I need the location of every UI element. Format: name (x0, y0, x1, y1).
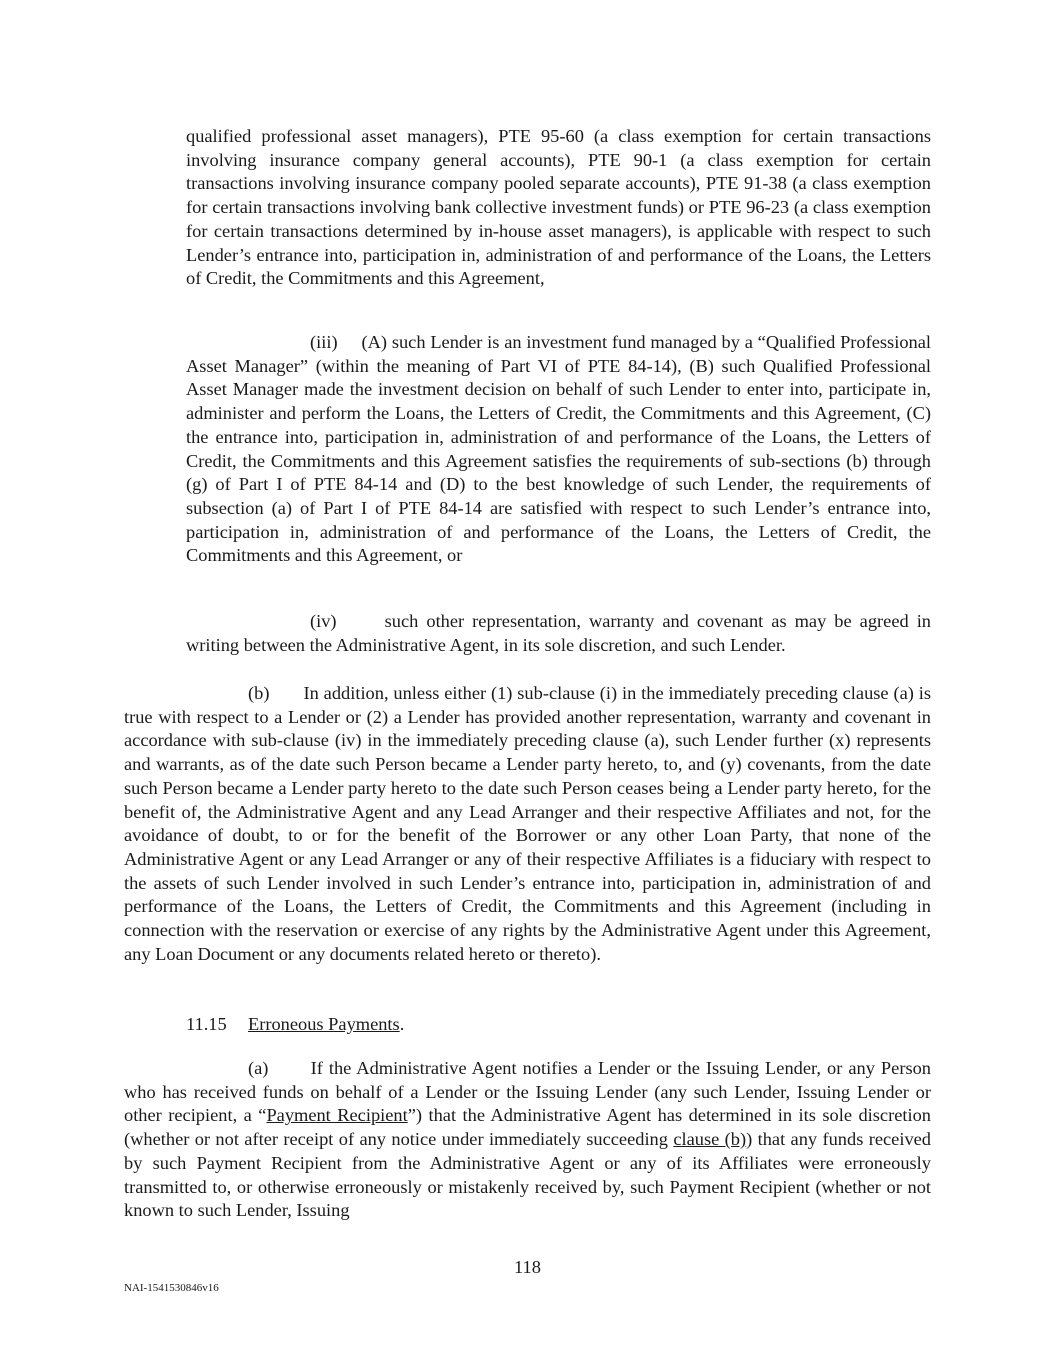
paragraph-clause-b: (b) In addition, unless either (1) sub-clause (i) in the immediately preceding clause (a) is true with respect to a Lender or (2) a Lender has provided another representation, warranty and covenant in accordance with sub-clause (iv) in the immediately preceding clause (a), such Lender further (x) represents and warrants, as of the date such Person became a Lender party hereto, to, and (y) covenants, from the date such Person became a Lender party hereto to the date such Person ceases being a Lender party hereto, for the benefit of, the Administrative Agent and any Lead Arranger and their respective Affiliates and not, for the avoidance of doubt, to or for the benefit of the Borrower or any other Loan Party, that none of the Administrative Agent or any Lead Arranger or any of their respective Affiliates is a fiduciary with respect to the assets of such Lender involved in such Lender’s entrance into, participation in, administration of and performance of the Loans, the Letters of Credit, the Commitments and this Agreement (including in connection with the reservation or exercise of any rights by the Administrative Agent under this Agreement, any Loan Document or any documents related hereto or thereto). (124, 683, 931, 964)
cross-reference-clause-b: clause (b) (673, 1129, 747, 1150)
section-title: Erroneous Payments (248, 1014, 400, 1034)
section-title-punct: . (399, 1014, 405, 1034)
section-number: 11.15 (186, 1014, 227, 1034)
paragraph-continuation: qualified professional asset managers), PTE 95-60 (a class exemption for certain transactions involving insurance company general accounts), PTE 90-1 (a class exemption for certain transactions involving insurance company pooled separate accounts), PTE 91-38 (a class exemption for certain transactions involving bank collective investment funds) or PTE 96-23 (a class exemption for certain transactions determined by in-house asset managers), is applicable with respect to such Lender’s entrance into, participation in, administration of and performance of the Loans, the Letters of Credit, the Commitments and this Agreement, (186, 126, 931, 289)
section-heading (186, 1013, 404, 1037)
paragraph-clause-iii: (iii) (A) such Lender is an investment fund managed by a “Qualified Professional Asset Manager” (within the meaning of Part VI of PTE 84-14), (B) such Qualified Professional Asset Manager made the investment decision on behalf of such Lender to enter into, participate in, administer and perform the Loans, the Letters of Credit, the Commitments and this Agreement, (C) the entrance into, participation in, administration of and performance of the Loans, the Letters of Credit, the Commitments and this Agreement satisfies the requirements of sub-sections (b) through (g) of Part I of PTE 84-14 and (D) to the best knowledge of such Lender, the requirements of subsection (a) of Part I of PTE 84-14 are satisfied with respect to such Lender’s entrance into, participation in, administration of and performance of the Loans, the Letters of Credit, the Commitments and this Agreement, or (186, 332, 931, 566)
text-run: ) that any funds received by such Payment Recipient from the Administrative Agent or any of its Affiliates were erroneously transmitted to, or otherwise erroneously or mistakenly received by, such Payment Recipient (whether or not known to such Lender, Issuing (124, 1129, 932, 1221)
defined-term-payment-recipient: Payment Recipient (266, 1105, 408, 1126)
text-run: (a) If the Administrative Agent notifies a Lender or the Issuing Lender, or any Person who has received funds on behalf of a Lender or the Issuing Lender (any such Lender, Issuing Lender or other recipient, a “ (124, 1058, 931, 1126)
paragraph-clause-iv: (iv) such other representation, warranty and covenant as may be agreed in writing between the Administrative Agent, in its sole discretion, and such Lender. (186, 611, 931, 655)
paragraph-clause-a-erroneous (124, 1057, 931, 1223)
text-run: ”) that the Administrative Agent has determined in its sole discretion (whether or not after receipt of any notice under immediately succeeding (124, 1105, 931, 1150)
document-id: NAI-1541530846v16 (124, 1282, 219, 1294)
page-number: 118 (514, 1257, 541, 1277)
